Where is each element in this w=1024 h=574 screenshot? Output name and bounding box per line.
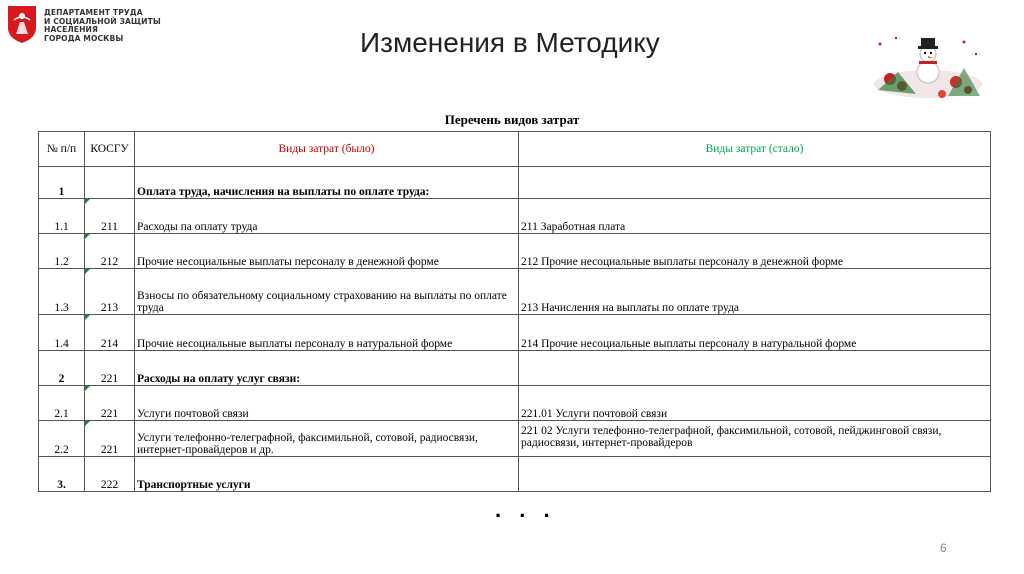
row-new: 221.01 Услуги почтовой связи: [519, 386, 991, 421]
logo-line: ДЕПАРТАМЕНТ ТРУДА: [44, 8, 143, 17]
row-new: 214 Прочие несоциальные выплаты персоналу в натуральной форме: [519, 315, 991, 351]
column-header-new: Виды затрат (стало): [519, 132, 991, 167]
row-old: Расходы на оплату услуг связи:: [135, 351, 519, 386]
row-num: 2.1: [39, 386, 85, 421]
table-row: [39, 386, 991, 421]
row-new: [519, 351, 991, 386]
row-num: 1.2: [39, 234, 85, 269]
row-new: 212 Прочие несоциальные выплаты персоналу в денежной форме: [519, 234, 991, 269]
christmas-decoration-icon: [868, 24, 986, 110]
row-kosgu-value: 212: [100, 256, 119, 268]
table-row: [39, 421, 991, 457]
row-num: 1.3: [39, 269, 85, 315]
row-kosgu-value: 211: [101, 221, 118, 233]
row-num: 3.: [39, 457, 85, 492]
row-old: Прочие несоциальные выплаты персоналу в натуральной форме: [135, 315, 519, 351]
department-name: [44, 9, 161, 43]
table-row: [39, 457, 991, 492]
logo-line: ГОРОДА МОСКВЫ: [44, 33, 124, 43]
row-kosgu: [85, 386, 135, 421]
column-header-num: № п/п: [39, 132, 85, 167]
table-row: [39, 167, 991, 199]
row-num: 2: [39, 351, 85, 386]
slide-number: 6: [940, 541, 947, 555]
department-logo: [6, 4, 166, 52]
row-kosgu: [85, 421, 135, 457]
table-row: [39, 234, 991, 269]
row-num: 1: [39, 167, 85, 199]
table-title: Перечень видов затрат: [444, 112, 580, 127]
row-kosgu-value: 213: [100, 302, 119, 314]
table-row: [39, 269, 991, 315]
row-kosgu-value: 221: [100, 444, 119, 456]
logo-line: НАСЕЛЕНИЯ: [44, 25, 98, 35]
row-kosgu-value: 221: [100, 408, 119, 420]
table-row: [39, 351, 991, 386]
row-old: Прочие несоциальные выплаты персоналу в денежной форме: [135, 234, 519, 269]
row-old: Расходы па оплату труда: [135, 199, 519, 234]
page-title: Изменения в Методику: [360, 27, 660, 58]
moscow-coat-of-arms-icon: [6, 4, 38, 44]
column-header-kosgu: КОСГУ: [85, 132, 135, 167]
row-new: [519, 457, 991, 492]
table-row: [39, 315, 991, 351]
row-old: Транспортные услуги: [135, 457, 519, 492]
row-num: 1.1: [39, 199, 85, 234]
row-old: Взносы по обязательному социальному страхованию на выплаты по оплате труда: [135, 269, 519, 315]
row-num: 2.2: [39, 421, 85, 457]
column-header-old: Виды затрат (было): [135, 132, 519, 167]
row-kosgu: [85, 269, 135, 315]
row-new: 213 Начисления на выплаты по оплате труда: [519, 269, 991, 315]
row-kosgu: 222: [85, 457, 135, 492]
row-new: [519, 167, 991, 199]
row-new: 221 02 Услуги телефонно-телеграфной, факсимильной, сотовой, пейджинговой связи, радиосвязи, интернет-провайдеров: [519, 421, 991, 457]
row-kosgu-value: 214: [100, 338, 119, 350]
row-new: 211 Заработная плата: [519, 199, 991, 234]
row-num: 1.4: [39, 315, 85, 351]
row-old: Услуги телефонно-телеграфной, факсимильной, сотовой, радиосвязи, интернет-провайдеров и др.: [135, 421, 519, 457]
row-kosgu: [85, 234, 135, 269]
row-old: Услуги почтовой связи: [135, 386, 519, 421]
row-kosgu: 221: [85, 351, 135, 386]
table-row: [39, 199, 991, 234]
row-old: Оплата труда, начисления на выплаты по оплате труда:: [135, 167, 519, 199]
cost-types-table: [38, 131, 991, 492]
table-header-row: [39, 132, 991, 167]
ellipsis-indicator: . . .: [495, 497, 556, 522]
row-kosgu: [85, 167, 135, 199]
logo-line: И СОЦИАЛЬНОЙ ЗАЩИТЫ: [44, 16, 161, 26]
row-kosgu: [85, 199, 135, 234]
row-kosgu: [85, 315, 135, 351]
